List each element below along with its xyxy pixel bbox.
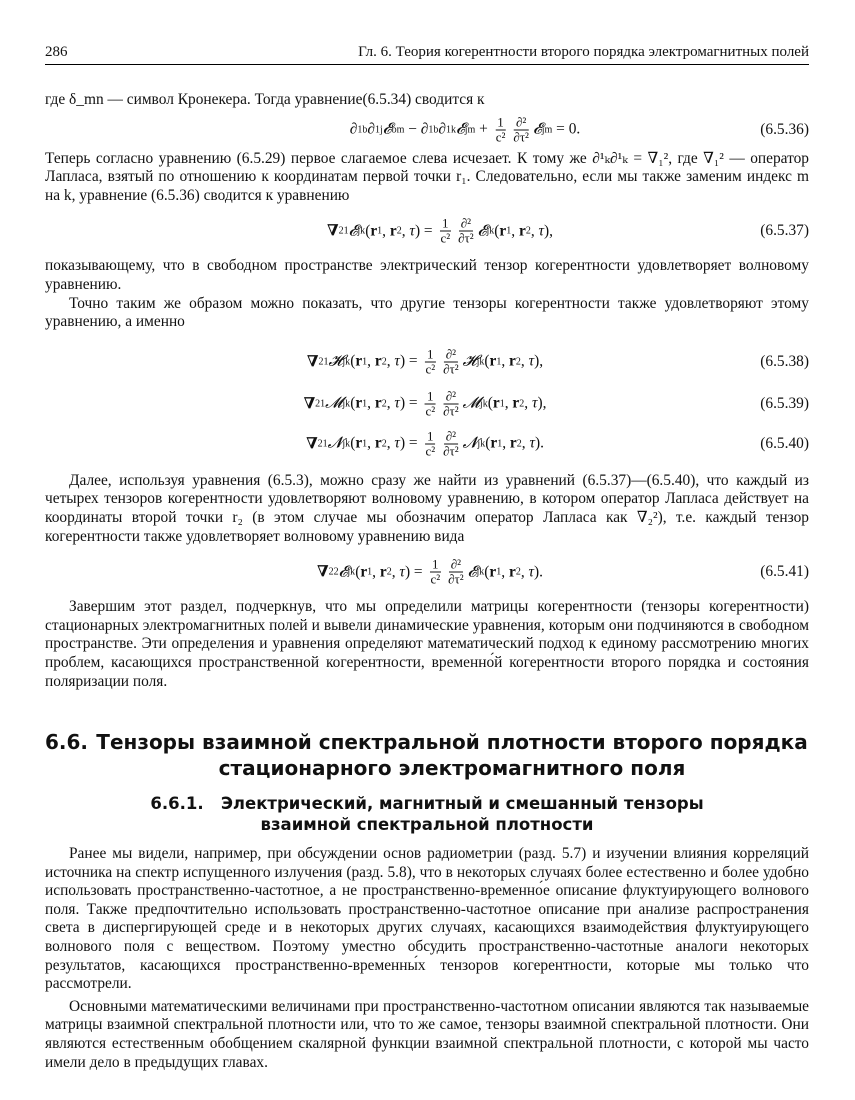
equation-body: ∇ 2 2 𝓔 jk ( r 1 , r 2 , τ ) = $\frac{1}{\text{c²}}$ $\frac{\text{∂²}}{\text{∂τ²}}$ 𝓔 jk ( r 1 , r 2 , τ ). xyxy=(316,556,544,587)
equation-6-5-37 xyxy=(45,205,809,257)
paragraph-wave-equation: показывающему, что в свободном пространстве электрический тензор когерентности удовлетворяет волновому уравнению. xyxy=(45,257,809,293)
page xyxy=(45,40,809,1072)
equation-number: (6.5.40) xyxy=(760,434,809,452)
page-number: 286 xyxy=(45,44,68,60)
subsection-number: 6.6.1. xyxy=(150,794,204,814)
equation-number: (6.5.39) xyxy=(760,394,809,412)
paragraph-second-point: Далее, используя уравнения (6.5.3), можно сразу же найти из уравнений (6.5.37)—(6.5.40), что каждый из четырех тензоров когерентности удовлетворяют волновому уравнению, в котором оператор Лапласа действует на координаты второй точки r₂ (в этом случае мы обозначим оператор Лапласа как ∇₂²), т.е. каждый тензор когерентности также удовлетворяет волновому уравнению вида xyxy=(45,471,809,545)
paragraph-basic-quantities: Основными математическими величинами при пространственно-частотном описании являются так называемые матрицы взаимной спектральной плотности или, что то же самое, тензоры взаимной спектральной плотности. Они являются естественным обобщением скалярной функции взаимной спектральной плотности, с которой мы часто имели дело в предыдущих главах. xyxy=(45,997,809,1071)
subsection-title-line2: взаимной спектральной плотности xyxy=(260,815,594,835)
equation-number: (6.5.38) xyxy=(760,352,809,370)
equation-6-5-39 xyxy=(45,384,809,424)
paragraph-conclusion: Завершим этот раздел, подчеркнув, что мы определили матрицы когерентности (тензоры когерентности) стационарных электромагнитных полей и вывели динамические уравнения, которым они подчиняются в свободном пространстве. Эти определения и уравнения определяют математический подход к единому рассмотрению многих проблем, касающихся пространственной когерентности, временно́й когерентности второго порядка и состояния поляризации поля. xyxy=(45,598,809,690)
equation-body: ∂ 1 b ∂ 1 j 𝓔 bm − ∂ 1 b ∂ 1 k 𝓔 jm + $\frac{1}{\text{c²}}$ $\frac{\text{∂²}}{\text{∂τ²}}$ 𝓔 jm = 0. xyxy=(349,114,581,145)
running-title: Гл. 6. Теория когерентности второго порядка электромагнитных полей xyxy=(358,44,809,60)
paragraph-earlier: Ранее мы видели, например, при обсуждении основ радиометрии (разд. 5.7) и изучении влияния корреляций источника на спектр испущенного излучения (разд. 5.8), что в некоторых случаях более естественно и более удобно использовать пространственно-частотное, а не пространственно-временно́е описание флуктуирующего волнового поля. Также предпочтительно использовать пространственно-частотное описание при анализе распространения света в диспергирующей среде и в некоторых других случаях, касающихся взаимодействия флуктуирующего волнового поля с веществом. Поэтому уместно обсудить пространственно-частотные аналоги некоторых результатов, касающихся пространственно-временны́х тензоров когерентности, которые мы только что рассмотрели. xyxy=(45,845,809,993)
equation-body: ∇ 2 1 𝓗 jk ( r 1 , r 2 , τ ) = $\frac{1}{\text{c²}}$ $\frac{\text{∂²}}{\text{∂τ²}}$ 𝓗 jk ( r 1 , r 2 , τ ), xyxy=(306,346,544,377)
equation-6-5-36 xyxy=(45,110,809,150)
paragraph-other-tensors: Точно таким же образом можно показать, что другие тензоры когерентности также удовлетворяют этому уравнению, а именно xyxy=(45,294,809,331)
paragraph-laplace: Теперь согласно уравнению (6.5.29) первое слагаемое слева исчезает. К тому же ∂¹ₖ∂¹ₖ = ∇₁², где ∇₁² — оператор Лапласа, взятый по отношению к координатам первой точки r₁. Следовательно, если мы также заменим индекс m на k, уравнение (6.5.36) сводится к уравнению xyxy=(45,149,809,204)
equation-number: (6.5.36) xyxy=(760,120,809,138)
equation-number: (6.5.37) xyxy=(760,222,809,240)
section-number: 6.6. xyxy=(45,730,89,755)
equation-6-5-38 xyxy=(45,340,809,384)
subsection-heading xyxy=(45,793,809,835)
subsection-title-line1 xyxy=(45,793,809,814)
equation-body: ∇ 2 1 𝓔 jk ( r 1 , r 2 , τ ) = $\frac{1}{\text{c²}}$ $\frac{\text{∂²}}{\text{∂τ²}}$ 𝓔 jk ( r 1 , r 2 , τ ), xyxy=(326,215,554,246)
section-title-line2: стационарного электромагнитного поля xyxy=(218,756,686,781)
section-title-line1: Тензоры взаимной спектральной плотности второго порядка xyxy=(96,730,808,755)
equation-number: (6.5.41) xyxy=(760,563,809,581)
equation-6-5-41 xyxy=(45,546,809,598)
running-header xyxy=(45,40,809,65)
equation-body: ∇ 2 1 𝓝 jk ( r 1 , r 2 , τ ) = $\frac{1}{\text{c²}}$ $\frac{\text{∂²}}{\text{∂τ²}}$ 𝓝 jk ( r 1 , r 2 , τ ). xyxy=(306,428,544,459)
subsection-title-text: Электрический, магнитный и смешанный тензоры xyxy=(220,794,704,814)
equation-6-5-40 xyxy=(45,424,809,464)
section-heading xyxy=(45,729,809,781)
equation-body: ∇ 2 1 𝓜 jk ( r 1 , r 2 , τ ) = $\frac{1}{\text{c²}}$ $\frac{\text{∂²}}{\text{∂τ²}}$ 𝓜 jk ( r 1 , r 2 , τ ), xyxy=(303,388,547,419)
paragraph-kronecker: где δ_mn — символ Кронекера. Тогда уравнение(6.5.34) сводится к xyxy=(45,91,485,108)
